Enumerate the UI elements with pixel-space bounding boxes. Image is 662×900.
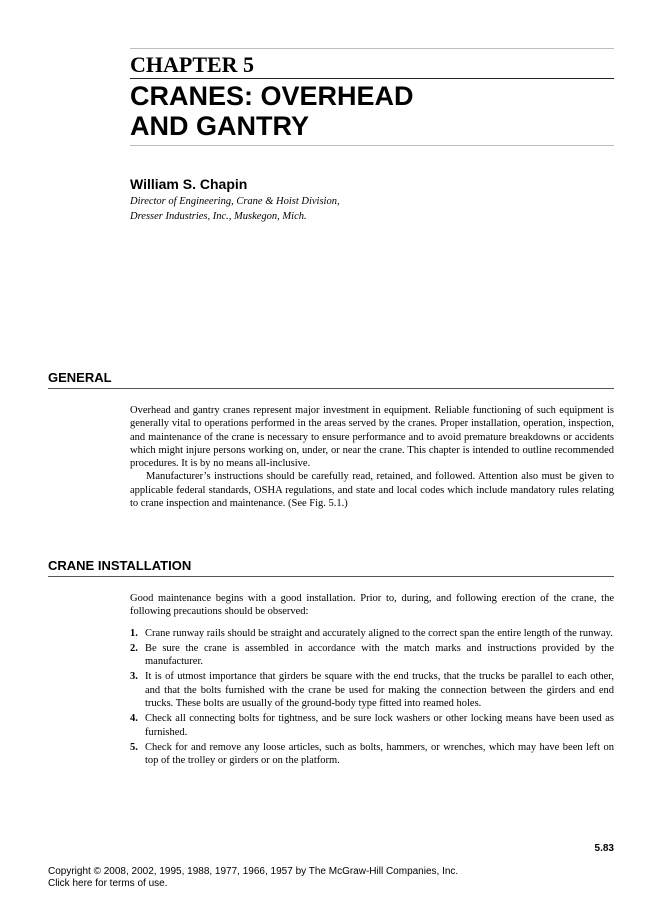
section-heading-text: GENERAL — [48, 370, 112, 385]
terms-link[interactable]: Click here for terms of use. — [48, 878, 168, 889]
section-heading-general — [48, 370, 614, 389]
installation-body — [130, 592, 614, 770]
list-item-number: 2. — [130, 642, 138, 654]
list-item-number: 5. — [130, 741, 138, 753]
copyright-text: Copyright © 2008, 2002, 1995, 1988, 1977, 1966, 1957 by The McGraw-Hill Companies, Inc. — [48, 866, 459, 877]
affiliation-line-1: Director of Engineering, Crane & Hoist Division, — [130, 196, 340, 207]
author-block — [130, 175, 614, 224]
section-rule — [48, 388, 614, 389]
chapter-title-line-1: CRANES: OVERHEAD — [130, 81, 414, 111]
paragraph: Manufacturer’s instructions should be carefully read, retained, and followed. Attention also must be given to applicable federal standards, OSHA regulations, and state and local codes which include mandatory rules relating to crane inspection and maintenance. (See Fig. 5.1.) — [130, 471, 614, 510]
general-body — [130, 404, 614, 510]
list-item-text: Check for and remove any loose articles, such as bolts, hammers, or wrenches, which may have been left on top of the trolley or girders or on the platform. — [145, 741, 614, 767]
top-rule — [130, 48, 614, 49]
chapter-title-line-2: AND GANTRY — [130, 111, 309, 141]
list-item-text: Crane runway rails should be straight and accurately aligned to the correct span the entire length of the runway. — [145, 627, 613, 639]
chapter-label: CHAPTER 5 — [130, 52, 255, 77]
author-affiliation — [130, 195, 614, 224]
list-item — [130, 642, 614, 669]
list-item — [130, 627, 614, 640]
author-name: William S. Chapin — [130, 176, 248, 192]
section-rule — [48, 576, 614, 577]
paragraph: Good maintenance begins with a good installation. Prior to, during, and following erection of the crane, the following precautions should be observed: — [130, 593, 614, 618]
list-item-text: Be sure the crane is assembled in accordance with the match marks and instructions provided by the manufacturer. — [145, 642, 614, 668]
section-heading-installation — [48, 558, 614, 577]
chapter-rule — [130, 78, 614, 79]
list-item-number: 4. — [130, 713, 138, 725]
title-bottom-rule — [130, 145, 614, 146]
list-item-text: It is of utmost importance that girders be square with the end trucks, that the trucks be parallel to each other, and that the bolts furnished with the crane be used for making the connection between the girders and end trucks. These bolts are usually of the ground-body type fitted into reamed holes. — [145, 671, 614, 710]
list-item — [130, 712, 614, 739]
list-item-number: 1. — [130, 627, 138, 639]
affiliation-line-2: Dresser Industries, Inc., Muskegon, Mich. — [130, 210, 307, 222]
section-heading-text: CRANE INSTALLATION — [48, 558, 192, 573]
paragraph: Overhead and gantry cranes represent major investment in equipment. Reliable functioning of such equipment is generally vital to operations performed in the areas served by the cranes. Proper installation, operation, inspection, and maintenance of the crane is necessary to ensure performance and to avoid premature breakdowns or accidents which might injure persons working on, under, or near the crane. This chapter is intended to outline recommended procedures. It is by no means all-inclusive. — [130, 405, 614, 470]
list-item-number: 3. — [130, 671, 138, 683]
list-item-text: Check all connecting bolts for tightness, and be sure lock washers or other locking means have been used as furnished. — [145, 713, 614, 738]
chapter-header — [130, 48, 614, 146]
footer — [48, 866, 458, 890]
chapter-title — [130, 81, 614, 141]
list-item — [130, 741, 614, 768]
precautions-list — [130, 627, 614, 768]
list-item — [130, 670, 614, 710]
page-number: 5.83 — [594, 843, 614, 854]
